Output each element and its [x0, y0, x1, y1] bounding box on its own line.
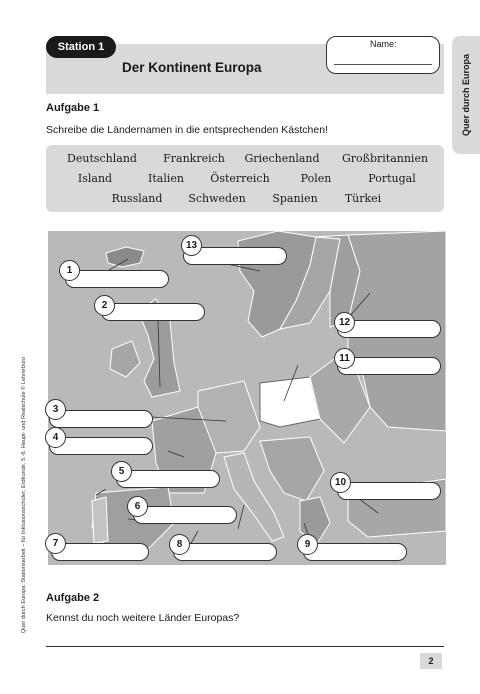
map-label-5: 5 — [111, 461, 132, 482]
map-label-1: 1 — [59, 260, 80, 281]
answer-box-9[interactable] — [303, 543, 407, 561]
task1-instruction: Schreibe die Ländernamen in die entsprechenden Kästchen! — [46, 124, 328, 136]
answer-box-10[interactable] — [337, 482, 441, 500]
side-credit: Quer durch Europa: Stationsarbeit – für Inklusionsschüler; Erdkunde, 5.-6. Haupt- und Realschule © Lehrerbüro — [21, 356, 27, 634]
word: Italien — [148, 172, 184, 185]
word-row-2 — [46, 172, 444, 185]
map-label-7: 7 — [45, 533, 66, 554]
map-label-8: 8 — [169, 534, 190, 555]
word: Spanien — [272, 192, 318, 205]
page-title: Der Kontinent Europa — [122, 60, 262, 75]
answer-box-6[interactable] — [133, 506, 237, 524]
word: Island — [77, 172, 113, 185]
word: Deutschland — [67, 152, 137, 165]
task1-heading: Aufgabe 1 — [46, 102, 100, 114]
answer-box-1[interactable] — [65, 270, 169, 288]
side-tab-label: Quer durch Europa — [461, 53, 471, 137]
map-label-11: 11 — [334, 348, 355, 369]
word: Österreich — [210, 172, 270, 185]
word: Portugal — [368, 172, 416, 185]
map-label-4: 4 — [45, 427, 66, 448]
word: Polen — [300, 172, 332, 185]
answer-box-2[interactable] — [101, 303, 205, 321]
footer-line — [46, 646, 444, 647]
task2-heading: Aufgabe 2 — [46, 592, 100, 604]
word: Griechenland — [244, 152, 320, 165]
map-label-10: 10 — [330, 472, 351, 493]
word: Großbritannien — [341, 152, 429, 165]
map-label-12: 12 — [334, 312, 355, 333]
map-label-9: 9 — [297, 534, 318, 555]
word: Schweden — [188, 192, 246, 205]
word: Russland — [111, 192, 163, 205]
word-row-3 — [46, 192, 444, 205]
map-label-3: 3 — [45, 399, 66, 420]
name-label: Name: — [370, 39, 397, 49]
word: Türkei — [344, 192, 382, 205]
name-line — [334, 64, 432, 65]
page-number: 2 — [420, 653, 442, 669]
station-badge: Station 1 — [46, 36, 116, 58]
word-row-1 — [46, 152, 444, 165]
word: Frankreich — [163, 152, 225, 165]
map-label-6: 6 — [127, 496, 148, 517]
task2-question: Kennst du noch weitere Länder Europas? — [46, 612, 240, 624]
map-label-2: 2 — [94, 295, 115, 316]
map-label-13: 13 — [181, 235, 202, 256]
